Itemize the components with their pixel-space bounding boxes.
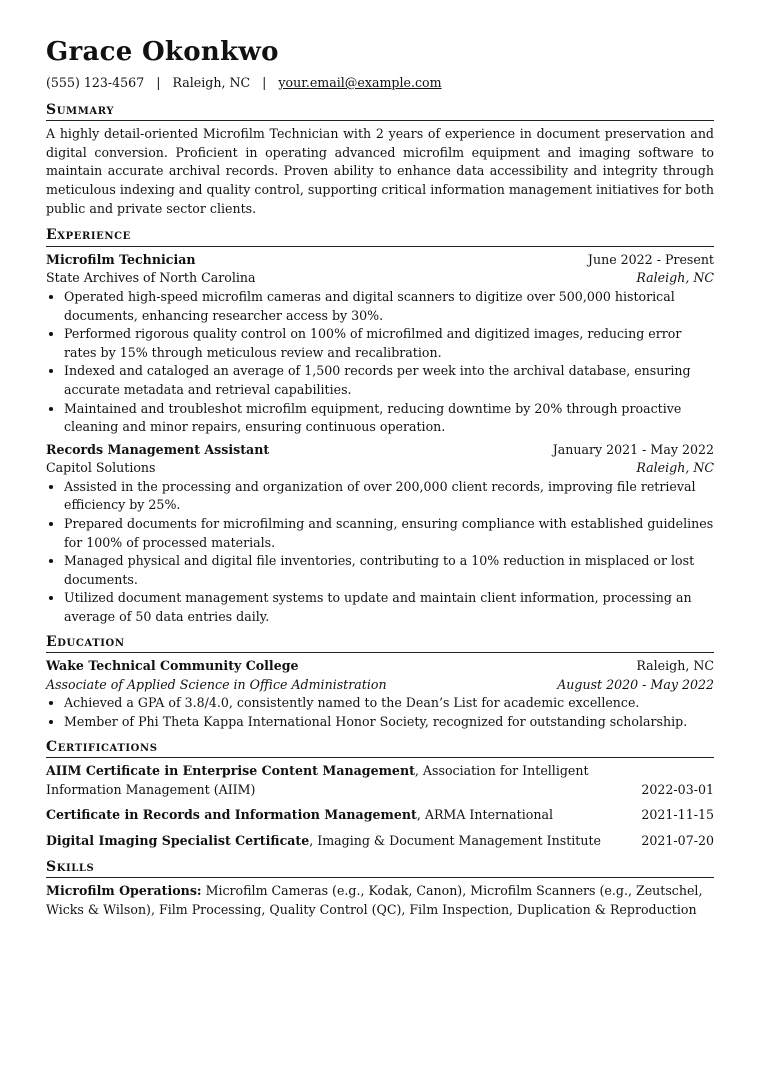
list-item: • Achieved a GPA of 3.8/4.0, consistently named to the Dean’s List for academic excellence. [64, 694, 714, 713]
experience-entry [46, 251, 714, 437]
list-item: • Maintained and troubleshot microfilm equipment, reducing downtime by 20% through proactive cleaning and minor repairs, ensuring continuous operation. [64, 400, 714, 437]
section-title-summary: Summary [46, 101, 714, 122]
certification-date: 2021-07-20 [641, 832, 714, 848]
contact-separator: | [156, 75, 161, 90]
experience-entry [46, 441, 714, 627]
list-item: • Member of Phi Theta Kappa International Honor Society, recognized for outstanding scholarship. [64, 713, 714, 732]
certification-item [46, 832, 714, 851]
job-title: Microfilm Technician [46, 251, 196, 267]
job-dates: January 2021 - May 2022 [552, 441, 714, 457]
section-title-certifications: Certifications [46, 738, 714, 759]
certification-name: Digital Imaging Specialist Certificate [46, 832, 310, 848]
certification-name: AIIM Certificate in Enterprise Content Management [46, 763, 415, 779]
candidate-name: Grace Okonkwo [46, 37, 279, 67]
degree-name: Associate of Applied Science in Office Administration [46, 676, 387, 692]
company-name: State Archives of North Carolina [46, 270, 256, 286]
section-title-experience: Experience [46, 226, 714, 247]
certification-issuer: , ARMA International [416, 807, 553, 823]
section-title-skills: Skills [46, 858, 714, 879]
list-item: • Performed rigorous quality control on 100% of microfilmed and digitized images, reducing error rates by 15% through meticulous review and recalibration. [64, 325, 714, 362]
job-bullets [46, 478, 714, 627]
summary-text: A highly detail-oriented Microfilm Technician with 2 years of experience in document preservation and digital conversion. Proficient in operating advanced microfilm equipment and imaging software to maintain accurate archival records. Proven ability to enhance data accessibility and integrity through meticulous indexing and quality control, supporting critical information management initiatives for both public and private sector clients. [46, 126, 714, 216]
skill-list: Microfilm Cameras (e.g., Kodak, Canon), Microfilm Scanners (e.g., Zeutschel, Wicks & Wilson), Film Processing, Quality Control (QC), Film Inspection, Duplication & Reproduction [46, 883, 703, 917]
list-item: • Indexed and cataloged an average of 1,500 records per week into the archival database, ensuring accurate metadata and retrieval capabilities. [64, 362, 714, 399]
skills-item [46, 882, 714, 919]
certification-item [46, 762, 714, 799]
job-location: Raleigh, NC [636, 270, 714, 286]
certification-item [46, 806, 714, 825]
section-title-education: Education [46, 633, 714, 654]
education-entry [46, 657, 714, 731]
email-link[interactable]: your.email@example.com [278, 75, 442, 90]
school-location: Raleigh, NC [636, 658, 714, 674]
contact-line [46, 74, 714, 93]
certification-issuer: , Imaging & Document Management Institute [309, 832, 601, 848]
job-title: Records Management Assistant [46, 441, 270, 457]
certification-name: Certificate in Records and Information Management [46, 807, 417, 823]
list-item: • Prepared documents for microfilming and scanning, ensuring compliance with established guidelines for 100% of processed materials. [64, 515, 714, 552]
list-item: • Assisted in the processing and organization of over 200,000 client records, improving file retrieval efficiency by 25%. [64, 478, 714, 515]
list-item: • Utilized document management systems to update and maintain client information, processing an average of 50 data entries daily. [64, 589, 714, 626]
contact-separator: | [262, 75, 267, 90]
list-item: • Operated high-speed microfilm cameras and digital scanners to digitize over 500,000 historical documents, enhancing researcher access by 30%. [64, 288, 714, 325]
certification-date: 2022-03-01 [641, 781, 714, 797]
phone-number: (555) 123-4567 [46, 75, 145, 90]
job-dates: June 2022 - Present [587, 251, 714, 267]
education-bullets [46, 694, 714, 731]
certification-date: 2021-11-15 [641, 807, 714, 823]
list-item: • Managed physical and digital file inventories, contributing to a 10% reduction in misplaced or lost documents. [64, 552, 714, 589]
certification-issuer: , Association for Intelligent Information Management (AIIM) [46, 763, 589, 797]
job-bullets [46, 288, 714, 437]
school-name: Wake Technical Community College [46, 658, 299, 674]
company-name: Capitol Solutions [46, 460, 156, 476]
skill-category: Microfilm Operations: [46, 883, 202, 899]
job-location: Raleigh, NC [636, 460, 714, 476]
location: Raleigh, NC [172, 75, 251, 90]
education-dates: August 2020 - May 2022 [557, 676, 714, 692]
